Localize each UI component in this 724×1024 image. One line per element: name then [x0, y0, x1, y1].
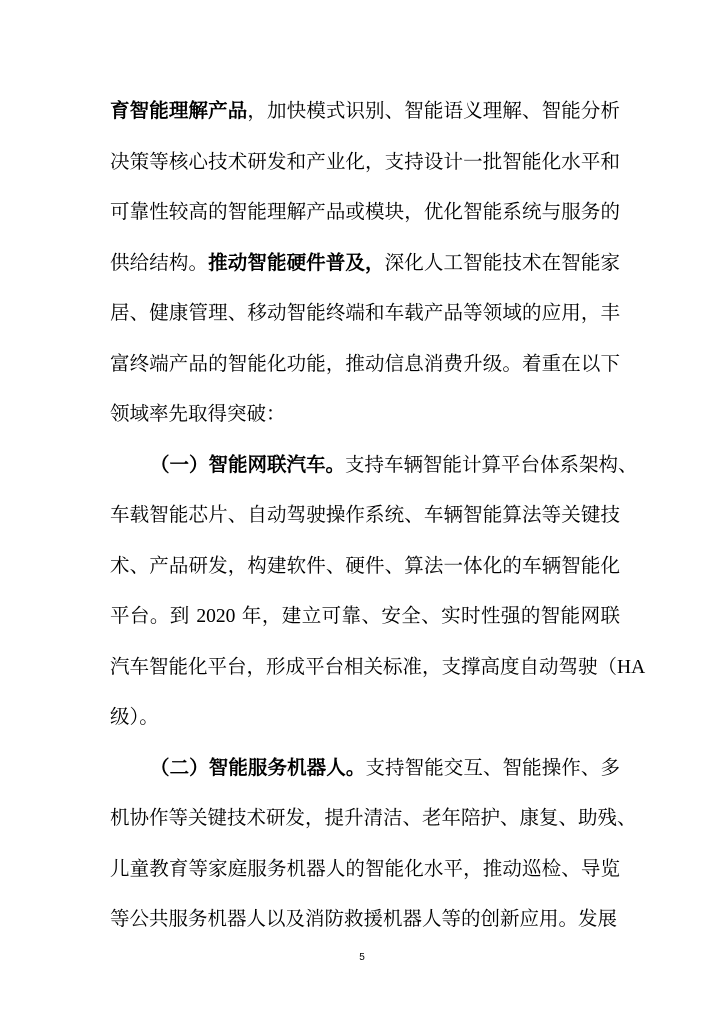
text-segment: 年，建立可靠、安全、实时性强的智能网联 [235, 604, 621, 627]
text-segment: 汽车智能化平台，形成平台相关标准，支撑高度自动驾驶（ [110, 654, 618, 678]
paragraph [110, 86, 620, 440]
text-line [110, 238, 620, 289]
text-line [110, 591, 620, 642]
text-segment: 车载智能芯片、自动驾驶操作系统、车辆智能算法等关键技 [110, 503, 620, 526]
text-segment: 机协作等关键技术研发，提升清洁、老年陪护、康复、助残、 [110, 806, 637, 829]
text-line [110, 541, 620, 592]
text-line [110, 288, 620, 339]
text-line [110, 389, 620, 440]
text-segment: HA [617, 656, 646, 678]
text-segment: 支持智能交互、智能操作、多 [365, 755, 620, 779]
text-segment: 领域率先取得突破： [110, 402, 286, 425]
text-segment: 深化人工智能技术在智能家 [384, 250, 620, 274]
text-line [110, 137, 620, 188]
text-segment: 富终端产品的智能化功能，推动信息消费升级。着重在以下 [110, 351, 620, 375]
text-segment: 儿童教育等家庭服务机器人的智能化水平，推动巡检、导览 [110, 856, 620, 880]
text-line [110, 692, 620, 743]
text-segment: 可靠性较高的智能理解产品或模块，优化智能系统与服务的 [110, 200, 620, 223]
text-line [110, 440, 638, 491]
text-line [110, 187, 620, 238]
body-text [110, 86, 646, 945]
text-segment: 决策等核心技术研发和产业化，支持设计一批智能化水平和 [110, 149, 620, 173]
text-line [110, 339, 620, 390]
page-number: 5 [359, 952, 365, 963]
bold-heading-text: 推动智能硬件普及， [208, 250, 385, 274]
text-line [110, 743, 620, 794]
text-segment: 级）。 [110, 705, 159, 728]
text-segment: 术、产品研发，构建软件、硬件、算法一体化的车辆智能化 [110, 553, 620, 577]
text-line [110, 844, 620, 895]
paragraph [110, 743, 637, 945]
paragraph [110, 440, 646, 743]
text-segment: 支持车辆智能计算平台体系架构、 [345, 452, 638, 476]
text-segment: 供给结构。 [110, 250, 209, 274]
bold-heading-text: （一）智能网联汽车。 [150, 452, 346, 476]
bold-heading-text: （二）智能服务机器人。 [150, 755, 366, 779]
text-line [110, 793, 637, 844]
text-segment: ，加快模式识别、智能语义理解、智能分析 [247, 99, 620, 122]
text-segment: 等公共服务机器人以及消防救援机器人等的创新应用。发展 [110, 907, 618, 930]
text-line [110, 642, 646, 693]
text-segment: 居、健康管理、移动智能终端和车载产品等领域的应用，丰 [110, 301, 620, 324]
text-line [110, 894, 620, 945]
text-segment: 2020 [196, 606, 236, 627]
text-segment: 平台。到 [110, 604, 197, 627]
bold-heading-text: 育智能理解产品 [110, 99, 248, 122]
text-line [110, 490, 620, 541]
text-line [110, 86, 620, 137]
